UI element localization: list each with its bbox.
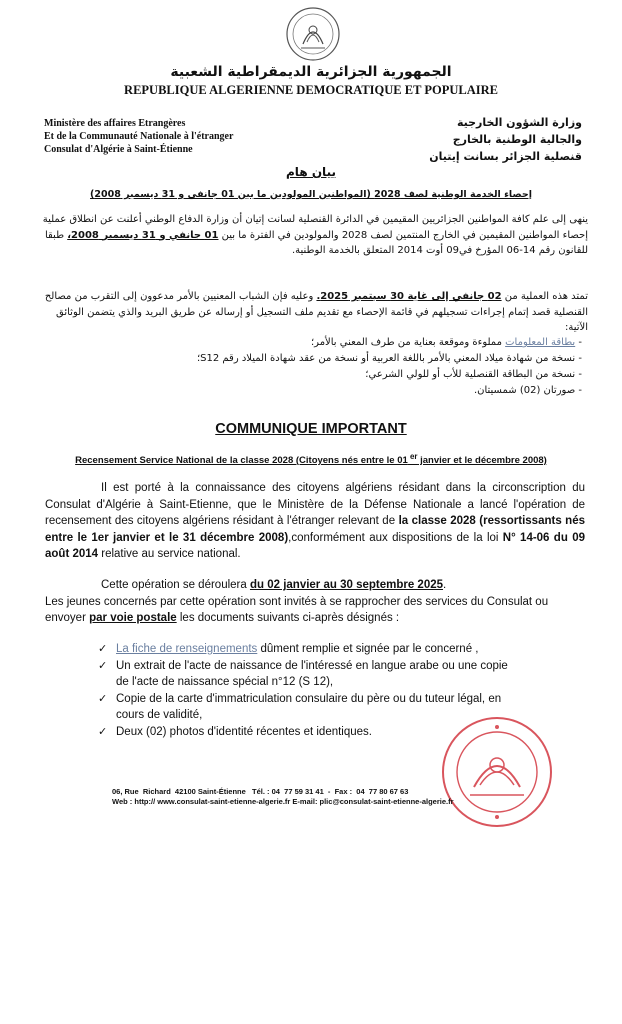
list-item: - نسخة من شهادة ميلاد المعني بالأمر باللغة العربية أو نسخة من عقد شهادة الميلاد رقم S12؛ xyxy=(162,351,582,367)
list-item: ✓ La fiche de renseignements dûment remplie et signée par le concerné , xyxy=(98,641,518,658)
french-notice-subtitle: Recensement Service National de la classe 2028 (Citoyens nés entre le 01 $^{er}$ janvier et le décembre 2008) xyxy=(75,452,547,467)
arabic-notice-subtitle: إحصاء الخدمة الوطنية لصف 2028 (المواطنين المولودين ما بين 01 جانفي و 31 ديسمبر 2008) xyxy=(90,189,532,200)
footer-address: 06, Rue Richard 42100 Saint-Étienne Tél. : 04 77 59 31 41 - Fax : 04 77 80 67 63 xyxy=(112,787,409,796)
ministry-line: قنصلية الجزائر بسانت إيتيان xyxy=(429,150,582,163)
list-item: - نسخة من البطاقة القنصلية للأب أو للولي الشرعي؛ xyxy=(162,367,582,383)
ministry-block-arabic xyxy=(332,114,582,165)
french-republic-title: REPUBLIQUE ALGERIENNE DEMOCRATIQUE ET POPULAIRE xyxy=(124,83,498,97)
list-item: ✓ Copie de la carte d'immatriculation consulaire du père ou du tuteur légal, en cours de validité, xyxy=(98,692,502,721)
ministry-line: وزارة الشؤون الخارجية xyxy=(456,116,582,129)
ministry-line: Ministère des affaires Etrangères xyxy=(44,118,186,129)
consular-stamp-icon xyxy=(440,715,555,830)
arabic-republic-title: الجمهورية الجزائرية الديمقراطية الشعبية xyxy=(170,64,452,80)
checkmark-icon: ✓ xyxy=(98,659,108,672)
checkmark-icon: ✓ xyxy=(98,643,108,655)
footer-web-email: Web : http:// www.consulat-saint-etienne-algerie.fr E-mail: plic@consulat-saint-etienne-algerie.fr xyxy=(112,797,454,806)
list-item: - بطاقة المعلومات مملوءة وموقعة بعناية من طرف المعني بالأمر؛ xyxy=(162,335,582,351)
ministry-line: Consulat d'Algérie à Saint-Étienne xyxy=(44,144,193,155)
info-form-link-arabic[interactable]: بطاقة المعلومات xyxy=(505,337,576,348)
list-item: - صورتان (02) شمسيتان. xyxy=(162,383,582,399)
list-item: ✓ Deux (02) photos d'identité récentes et identiques. xyxy=(98,724,518,741)
french-paragraph-2: Cette opération se déroulera du 02 janvier au 30 septembre 2025. Les jeunes concernés par cette opération sont invités à se rapprocher des services du Consulat ou envoyer par voie postale les documents suivants ci-après désignés : xyxy=(45,579,549,624)
checkmark-icon: ✓ xyxy=(98,692,108,705)
french-notice-title: COMMUNIQUE IMPORTANT xyxy=(215,421,407,437)
arabic-paragraph-1: ينهى إلى علم كافة المواطنين الجزائريين المقيمين في الدائرة القنصلية لسانت إتيان أن وزارة الدفاع الوطني أعلنت عن انطلاق عملية إحصاء المواطنين المقيمين في الخارج المنتمين لصف 2028 والمولودين في الفترة ما بين 01 جانفي و 31 ديسمبر 2008، طبقا للقانون رقم 14-06 المؤرخ في09 أوت 2014 المتعلق بالخدمة الوطنية. xyxy=(42,214,588,256)
checkmark-icon: ✓ xyxy=(98,725,108,738)
ministry-block-french xyxy=(44,117,314,156)
french-paragraph-1: Il est porté à la connaissance des citoyens algériens résidant dans la circonscription du Consulat d'Algérie à Saint-Etienne, que le Ministère de la Défense Nationale a lancé l'opération de recensement des citoyens algériens résidant à l'étranger relevant de la classe 2028 (ressortissants nés entre le 1er janvier et le 31 décembre 2008),conformément aux dispositions de la loi N° 14-06 du 09 août 2014 relative au service national. xyxy=(45,482,585,560)
arabic-paragraph-2: تمتد هذه العملية من 02 جانفي إلى غاية 30 سبتمبر 2025. وعليه فإن الشباب المعنيين بالأمر مدعوون إلى التقرب من مصالح القنصلية قصد إتمام إجراءات تسجيلهم في قائمة الإحصاء مع تقديم ملف التسجيل أو إرساله عن طريق البريد والذي يتضمن الوثائق الآتية: xyxy=(44,291,588,333)
list-item: ✓ Un extrait de l'acte de naissance de l'intéressé en langue arabe ou une copie de l'acte de naissance spécial n°12 (S 12), xyxy=(98,659,508,688)
arabic-notice-title: بيان هام xyxy=(286,165,336,179)
ministry-line: والجالية الوطنية بالخارج xyxy=(452,133,582,146)
ministry-line: Et de la Communauté Nationale à l'étranger xyxy=(44,131,234,142)
info-form-link-french[interactable]: La fiche de renseignements xyxy=(116,643,258,655)
arabic-document-list xyxy=(162,335,582,399)
national-emblem-icon xyxy=(285,6,341,62)
